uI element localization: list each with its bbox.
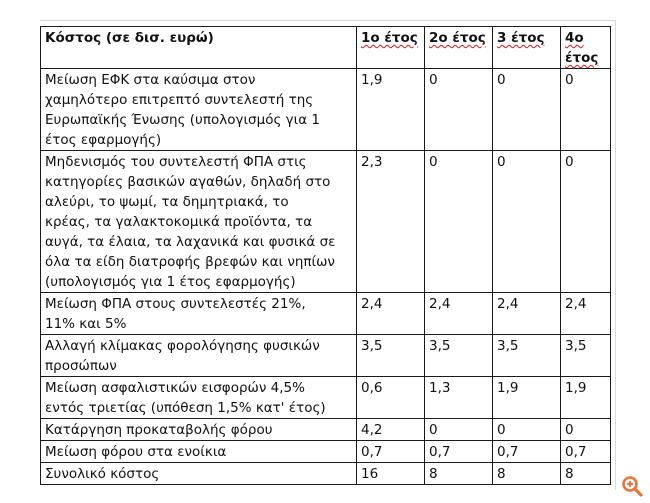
row-label: Αλλαγή κλίμακας φορολόγησης φυσικών προσώπων	[41, 335, 357, 377]
row-value-year-3: 0,7	[493, 441, 561, 463]
row-value-year-4: 0	[561, 69, 611, 151]
row-label: Μείωση φόρου στα ενοίκια	[41, 441, 357, 463]
table-row	[41, 69, 611, 151]
header-year-1	[357, 27, 425, 69]
row-value-year-4: 2,4	[561, 293, 611, 335]
row-value-year-4: 0	[561, 419, 611, 441]
row-value-year-2: 0	[425, 69, 493, 151]
header-row	[41, 27, 611, 69]
row-label: Μείωση ασφαλιστικών εισφορών 4,5% εντός τριετίας (υπόθεση 1,5% κατ' έτος)	[41, 377, 357, 419]
row-value-year-1: 3,5	[357, 335, 425, 377]
row-value-year-1: 2,3	[357, 151, 425, 293]
row-value-year-2: 0	[425, 419, 493, 441]
header-year-1-text: 1ο έτος	[361, 30, 418, 46]
header-year-2-text: 2ο έτος	[429, 30, 486, 46]
row-value-year-1: 2,4	[357, 293, 425, 335]
row-value-year-2: 3,5	[425, 335, 493, 377]
row-value-year-4: 1,9	[561, 377, 611, 419]
table-row	[41, 377, 611, 419]
total-value-year-3: 8	[493, 463, 561, 485]
row-value-year-3: 3,5	[493, 335, 561, 377]
row-value-year-4: 0,7	[561, 441, 611, 463]
row-value-year-4: 0	[561, 151, 611, 293]
header-year-3-text: 3 έτος	[497, 30, 545, 46]
row-value-year-3: 0	[493, 151, 561, 293]
total-value-year-1: 16	[357, 463, 425, 485]
row-value-year-1: 1,9	[357, 69, 425, 151]
header-year-3	[493, 27, 561, 69]
row-value-year-2: 0,7	[425, 441, 493, 463]
row-value-year-1: 4,2	[357, 419, 425, 441]
zoom-in-icon[interactable]	[620, 474, 644, 498]
table-row	[41, 441, 611, 463]
total-label: Συνολικό κόστος	[41, 463, 357, 485]
row-value-year-2: 0	[425, 151, 493, 293]
row-label: Μείωση ΕΦΚ στα καύσιμα στον χαμηλότερο επιτρεπτό συντελεστή της Ευρωπαϊκής Ένωσης (υπολογισμός για 1 έτος εφαρμογής)	[41, 69, 357, 151]
row-value-year-4: 3,5	[561, 335, 611, 377]
row-label: Κατάργηση προκαταβολής φόρου	[41, 419, 357, 441]
row-value-year-1: 0,6	[357, 377, 425, 419]
total-value-year-4: 8	[561, 463, 611, 485]
header-cost: Κόστος (σε δισ. ευρώ)	[41, 27, 357, 69]
row-value-year-2: 2,4	[425, 293, 493, 335]
row-value-year-3: 2,4	[493, 293, 561, 335]
table-row	[41, 335, 611, 377]
table-row	[41, 419, 611, 441]
header-year-2	[425, 27, 493, 69]
table-row	[41, 293, 611, 335]
row-value-year-1: 0,7	[357, 441, 425, 463]
row-label: Μείωση ΦΠΑ στους συντελεστές 21%, 11% και 5%	[41, 293, 357, 335]
row-value-year-3: 1,9	[493, 377, 561, 419]
total-row	[41, 463, 611, 485]
zoom-in-icon-graphic	[620, 474, 644, 498]
page-edge-top	[40, 20, 615, 21]
table-row	[41, 151, 611, 293]
total-value-year-2: 8	[425, 463, 493, 485]
page-edge-right	[615, 20, 616, 490]
header-year-4-text: 4ο έτος	[565, 30, 599, 66]
row-value-year-2: 1,3	[425, 377, 493, 419]
row-value-year-3: 0	[493, 69, 561, 151]
cost-table	[40, 26, 611, 485]
row-label: Μηδενισμός του συντελεστή ΦΠΑ στις κατηγορίες βασικών αγαθών, δηλαδή στο αλεύρι, το ψωμί, τα δημητριακά, το κρέας, τα γαλακτοκομικά προϊόντα, τα αυγά, τα έλαια, τα λαχανικά και φυσικά σε όλα τα είδη διατροφής βρεφών και νηπίων (υπολογισμός για 1 έτος εφαρμογής)	[41, 151, 357, 293]
row-value-year-3: 0	[493, 419, 561, 441]
header-year-4	[561, 27, 611, 69]
